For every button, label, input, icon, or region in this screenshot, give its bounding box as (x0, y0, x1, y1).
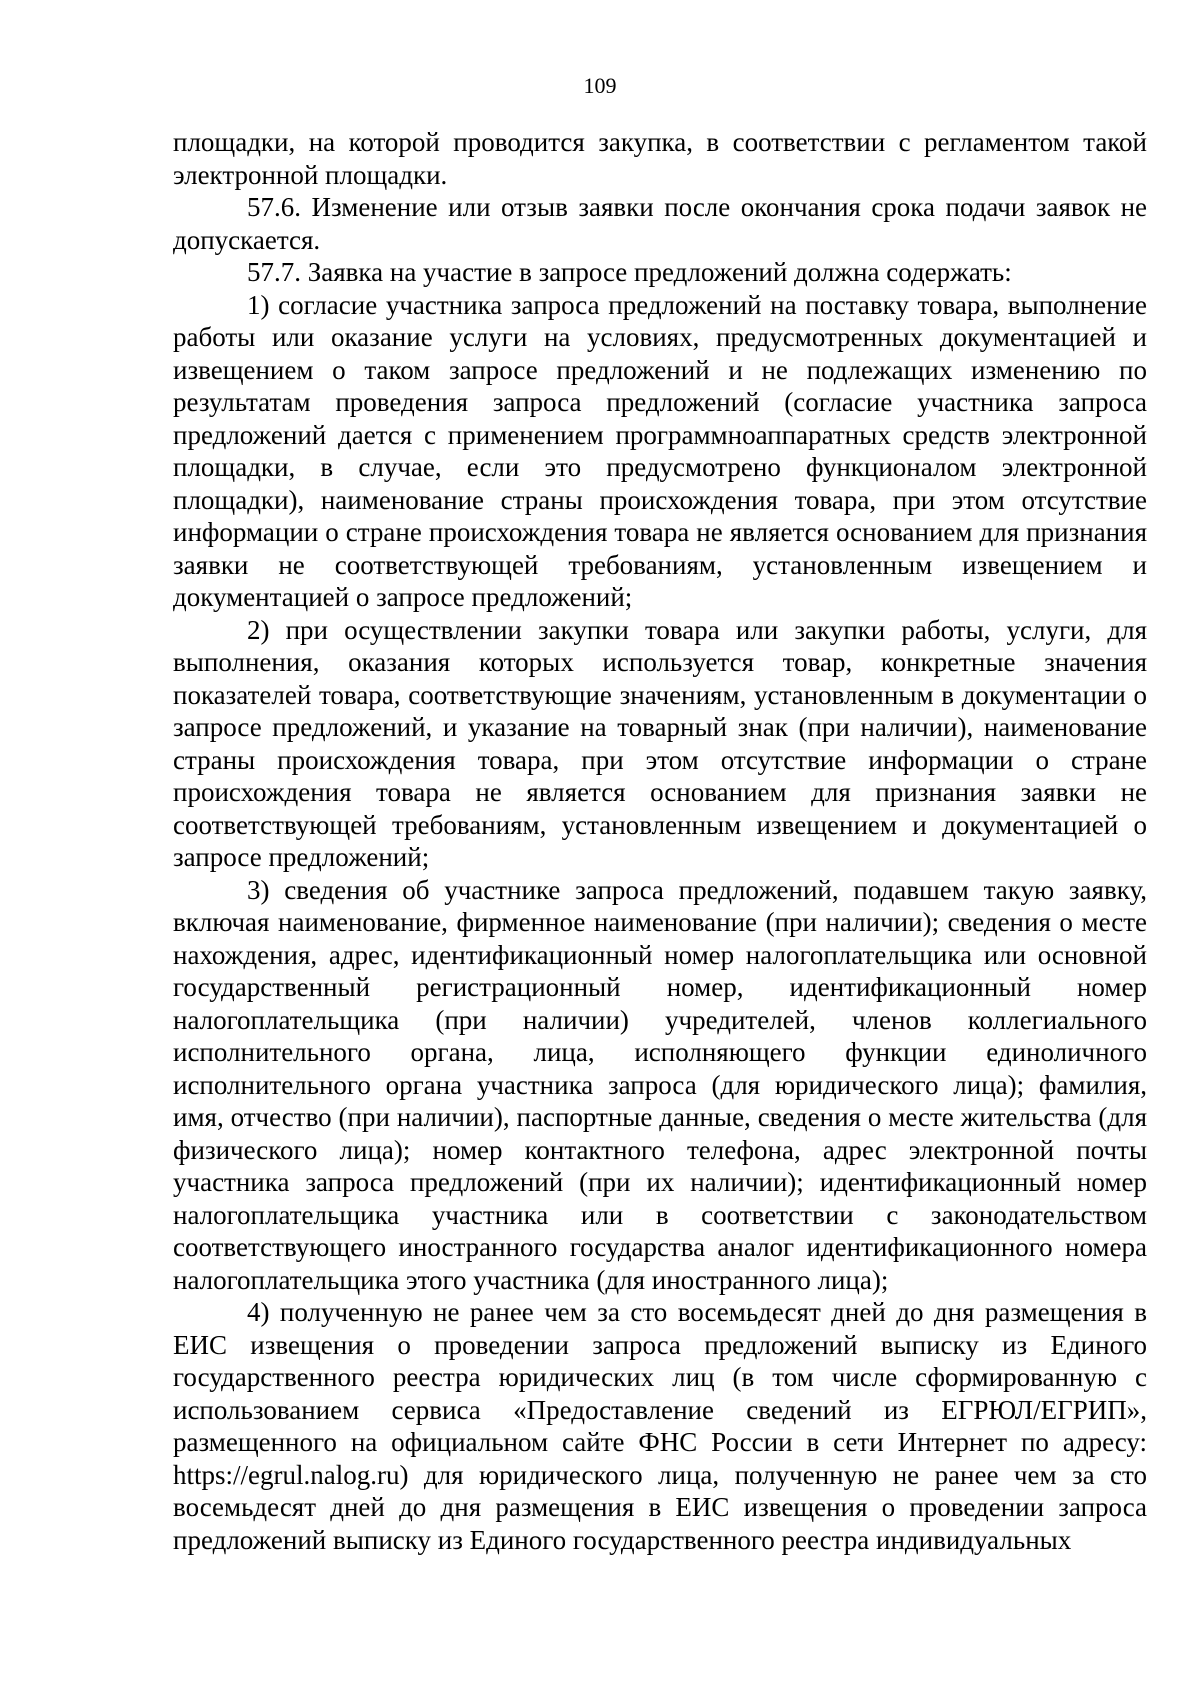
page-number: 109 (583, 73, 617, 98)
paragraph-continuation: площадки, на которой проводится закупка, в соответствии с регламентом такой электронной площадки. (173, 127, 1147, 190)
document-body (173, 126, 1147, 1556)
list-item-1: 1) согласие участника запроса предложений на поставку товара, выполнение работы или оказание услуги на условиях, предусмотренных документацией и извещением о таком запросе предложений и не подлежащих изменению по результатам проведения запроса предложений (согласие участника запроса предложений дается с применением программноаппаратных средств электронной площадки, в случае, если это предусмотрено функционалом электронной площадки), наименование страны происхождения товара, при этом отсутствие информации о стране происхождения товара не является основанием для признания заявки не соответствующей требованиям, установленным извещением и документацией о запросе предложений; (173, 289, 1147, 612)
paragraph-57-7: 57.7. Заявка на участие в запросе предложений должна содержать: (247, 257, 1012, 287)
paragraph-57-6: 57.6. Изменение или отзыв заявки после окончания срока подачи заявок не допускается. (173, 192, 1147, 255)
list-item-4: 4) полученную не ранее чем за сто восемьдесят дней до дня размещения в ЕИС извещения о проведении запроса предложений выписку из Единого государственного реестра юридических лиц (в том числе сформированную с использованием сервиса «Предоставление сведений из ЕГРЮЛ/ЕГРИП», размещенного на официальном сайте ФНС России в сети Интернет по адресу: https://egrul.nalog.ru) для юридического лица, полученную не ранее чем за сто восемьдесят дней до дня размещения в ЕИС извещения о проведении запроса предложений выписку из Единого государственного реестра индивидуальных (173, 1297, 1147, 1555)
list-item-2: 2) при осуществлении закупки товара или закупки работы, услуги, для выполнения, оказания которых используется товар, конкретные значения показателей товара, соответствующие значениям, установленным в документации о запросе предложений, и указание на товарный знак (при наличии), наименование страны происхождения товара, при этом отсутствие информации о стране происхождения товара не является основанием для признания заявки не соответствующей требованиям, установленным извещением и документацией о запросе предложений; (173, 614, 1147, 872)
list-item-3: 3) сведения об участнике запроса предложений, подавшем такую заявку, включая наименование, фирменное наименование (при наличии); сведения о месте нахождения, адрес, идентификационный номер налогоплательщика или основной государственный регистрационный номер, идентификационный номер налогоплательщика (при наличии) учредителей, членов коллегиального исполнительного органа, лица, исполняющего функции единоличного исполнительного органа участника запроса (для юридического лица); фамилия, имя, отчество (при наличии), паспортные данные, сведения о месте жительства (для физического лица); номер контактного телефона, адрес электронной почты участника запроса предложений (при их наличии); идентификационный номер налогоплательщика участника или в соответствии с законодательством соответствующего иностранного государства аналог идентификационного номера налогоплательщика этого участника (для иностранного лица); (173, 874, 1147, 1295)
